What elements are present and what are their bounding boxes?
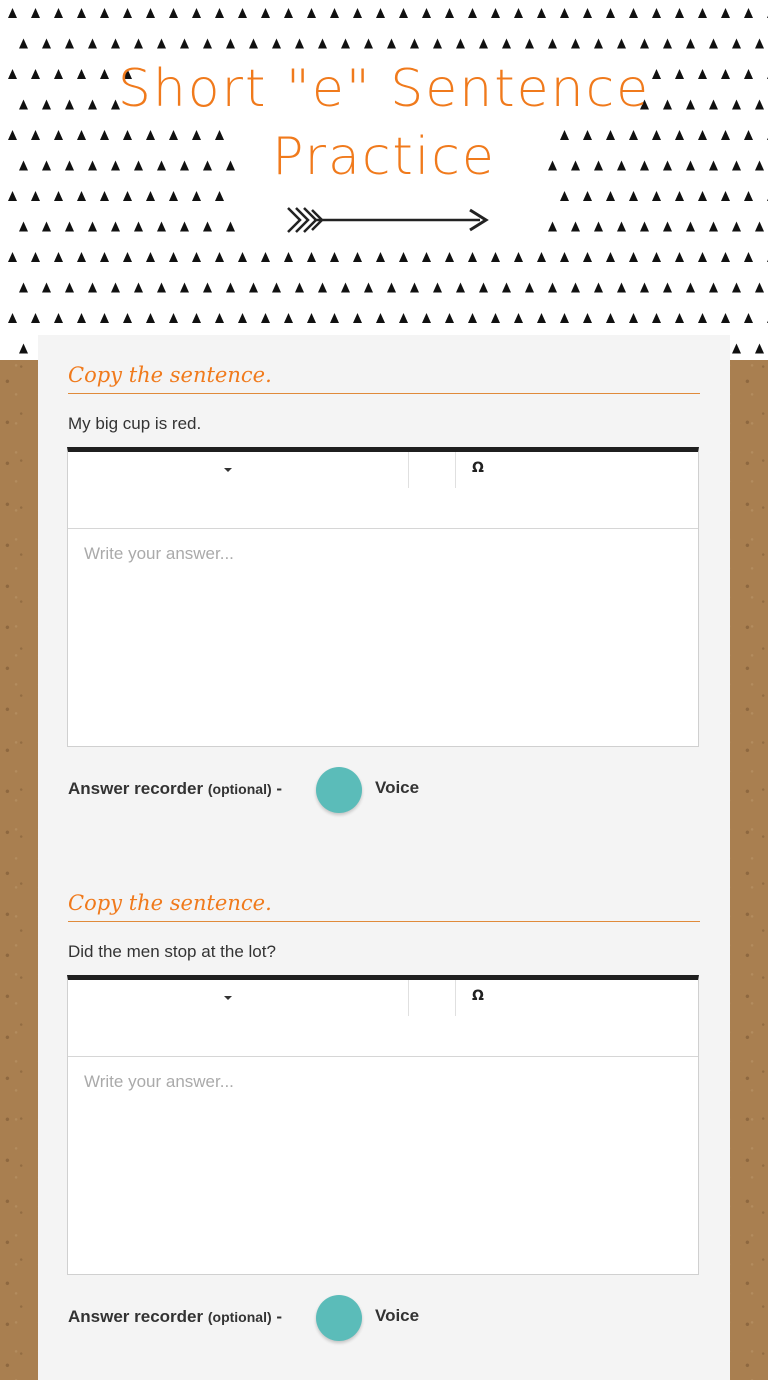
caret-down-icon [224, 468, 232, 472]
triangle-mark [65, 39, 74, 49]
triangle-mark [422, 252, 431, 262]
triangle-mark [146, 8, 155, 18]
triangle-mark [284, 313, 293, 323]
triangle-mark [732, 222, 741, 232]
worksheet-panel [38, 335, 730, 1380]
triangle-mark [663, 283, 672, 293]
triangle-mark [19, 283, 28, 293]
triangle-mark [146, 191, 155, 201]
triangle-mark [560, 191, 569, 201]
triangle-mark [629, 8, 638, 18]
record-voice-button[interactable] [316, 767, 362, 813]
triangle-mark [330, 313, 339, 323]
arrow-icon [284, 200, 490, 240]
question-sentence: Did the men stop at the lot? [68, 942, 276, 961]
triangle-mark [19, 39, 28, 49]
editor-toolbar [68, 980, 698, 1057]
triangle-mark [594, 39, 603, 49]
triangle-mark [318, 39, 327, 49]
triangle-mark [353, 313, 362, 323]
triangle-mark [709, 222, 718, 232]
triangle-mark [410, 283, 419, 293]
triangle-mark [353, 252, 362, 262]
triangle-mark [686, 222, 695, 232]
triangle-mark [698, 191, 707, 201]
triangle-mark [560, 8, 569, 18]
triangle-mark [77, 8, 86, 18]
triangle-mark [732, 344, 741, 354]
triangle-mark [583, 191, 592, 201]
voice-label: Voice [375, 778, 420, 797]
triangle-mark [755, 39, 764, 49]
triangle-mark [272, 39, 281, 49]
recorder-label-text: Answer recorder [68, 779, 204, 798]
triangle-mark [88, 39, 97, 49]
header-banner [0, 0, 768, 360]
recorder-label [68, 1307, 282, 1327]
triangle-mark [169, 8, 178, 18]
special-character-button[interactable]: Ω [472, 460, 484, 476]
triangle-mark [77, 313, 86, 323]
triangle-mark [709, 283, 718, 293]
triangle-mark [571, 222, 580, 232]
format-dropdown[interactable] [68, 452, 409, 488]
triangle-mark [721, 252, 730, 262]
triangle-mark [215, 8, 224, 18]
triangle-mark [537, 313, 546, 323]
triangle-mark [364, 39, 373, 49]
triangle-mark [652, 252, 661, 262]
triangle-mark [192, 8, 201, 18]
triangle-mark [215, 191, 224, 201]
triangle-mark [123, 191, 132, 201]
page-title: Short "e" Sentence Practice [117, 59, 651, 187]
triangle-mark [376, 8, 385, 18]
triangle-mark [606, 8, 615, 18]
triangle-mark [571, 39, 580, 49]
triangle-mark [698, 8, 707, 18]
triangle-mark [525, 39, 534, 49]
triangle-mark [88, 222, 97, 232]
triangle-mark [318, 283, 327, 293]
format-dropdown[interactable] [68, 980, 409, 1016]
triangle-mark [698, 252, 707, 262]
triangle-mark [77, 252, 86, 262]
triangle-mark [238, 313, 247, 323]
answer-editor [67, 447, 699, 747]
triangle-mark [215, 313, 224, 323]
recorder-label-text: Answer recorder [68, 1307, 204, 1326]
triangle-mark [54, 313, 63, 323]
answer-editor [67, 975, 699, 1275]
question-sentence: My big cup is red. [68, 414, 202, 433]
triangle-mark [203, 283, 212, 293]
recorder-label [68, 779, 282, 799]
triangle-mark [744, 8, 753, 18]
record-voice-button[interactable] [316, 1295, 362, 1341]
triangle-mark [376, 313, 385, 323]
question-heading: Copy the sentence. [68, 363, 700, 394]
recorder-separator: - [276, 1307, 283, 1326]
triangle-mark [31, 191, 40, 201]
triangle-mark [617, 283, 626, 293]
triangle-mark [192, 191, 201, 201]
triangle-mark [307, 313, 316, 323]
triangle-mark [433, 283, 442, 293]
triangle-mark [732, 283, 741, 293]
triangle-mark [456, 39, 465, 49]
triangle-mark [261, 313, 270, 323]
triangle-mark [341, 39, 350, 49]
triangle-mark [640, 39, 649, 49]
title-area [0, 55, 768, 191]
triangle-mark [445, 252, 454, 262]
triangle-mark [249, 283, 258, 293]
triangle-mark [583, 8, 592, 18]
question-heading: Copy the sentence. [68, 891, 700, 922]
triangle-mark [640, 283, 649, 293]
toolbar-button[interactable] [409, 452, 456, 488]
recorder-optional: (optional) [207, 1309, 272, 1325]
triangle-mark [433, 39, 442, 49]
answer-input[interactable] [84, 1072, 684, 1262]
triangle-mark [272, 283, 281, 293]
triangle-mark [721, 191, 730, 201]
triangle-mark [100, 191, 109, 201]
triangle-mark [709, 39, 718, 49]
triangle-mark [111, 222, 120, 232]
triangle-mark [261, 8, 270, 18]
triangle-mark [422, 313, 431, 323]
triangle-mark [514, 252, 523, 262]
triangle-mark [54, 191, 63, 201]
triangle-mark [180, 222, 189, 232]
triangle-mark [157, 222, 166, 232]
triangle-mark [744, 252, 753, 262]
triangle-mark [606, 191, 615, 201]
triangle-mark [721, 313, 730, 323]
triangle-mark [617, 39, 626, 49]
triangle-mark [560, 313, 569, 323]
triangle-mark [134, 222, 143, 232]
triangle-mark [284, 8, 293, 18]
triangle-mark [686, 283, 695, 293]
triangle-mark [169, 191, 178, 201]
triangle-mark [54, 8, 63, 18]
triangle-mark [341, 283, 350, 293]
triangle-mark [732, 39, 741, 49]
triangle-mark [755, 283, 764, 293]
triangle-mark [42, 39, 51, 49]
triangle-mark [468, 313, 477, 323]
triangle-mark [157, 39, 166, 49]
triangle-mark [226, 222, 235, 232]
triangle-mark [502, 283, 511, 293]
triangle-mark [111, 39, 120, 49]
triangle-mark [629, 191, 638, 201]
triangle-mark [456, 283, 465, 293]
triangle-mark [100, 8, 109, 18]
triangle-mark [8, 8, 17, 18]
triangle-mark [330, 252, 339, 262]
triangle-mark [583, 313, 592, 323]
triangle-mark [226, 283, 235, 293]
triangle-mark [583, 252, 592, 262]
triangle-mark [387, 39, 396, 49]
triangle-mark [652, 8, 661, 18]
triangle-mark [8, 313, 17, 323]
triangle-mark [744, 313, 753, 323]
triangle-mark [146, 313, 155, 323]
triangle-mark [134, 283, 143, 293]
triangle-mark [364, 283, 373, 293]
triangle-mark [491, 252, 500, 262]
voice-label: Voice [375, 1306, 420, 1325]
triangle-mark [54, 252, 63, 262]
answer-recorder [68, 767, 708, 813]
triangle-mark [502, 39, 511, 49]
triangle-mark [123, 252, 132, 262]
special-character-button[interactable]: Ω [472, 988, 484, 1004]
triangle-mark [755, 344, 764, 354]
triangle-mark [169, 313, 178, 323]
triangle-mark [157, 283, 166, 293]
triangle-mark [192, 252, 201, 262]
triangle-mark [675, 313, 684, 323]
triangle-mark [445, 313, 454, 323]
triangle-mark [399, 313, 408, 323]
triangle-mark [65, 283, 74, 293]
triangle-mark [594, 283, 603, 293]
triangle-mark [307, 252, 316, 262]
triangle-mark [675, 8, 684, 18]
triangle-mark [698, 313, 707, 323]
triangle-mark [479, 39, 488, 49]
triangle-mark [663, 222, 672, 232]
triangle-mark [295, 283, 304, 293]
triangle-mark [491, 313, 500, 323]
recorder-optional: (optional) [207, 781, 272, 797]
triangle-mark [571, 283, 580, 293]
triangle-mark [330, 8, 339, 18]
triangle-mark [514, 313, 523, 323]
triangle-mark [180, 39, 189, 49]
triangle-mark [514, 8, 523, 18]
answer-recorder [68, 1295, 708, 1341]
caret-down-icon [224, 996, 232, 1000]
triangle-mark [8, 191, 17, 201]
triangle-mark [31, 313, 40, 323]
triangle-mark [215, 252, 224, 262]
triangle-mark [640, 222, 649, 232]
triangle-mark [100, 252, 109, 262]
triangle-mark [42, 222, 51, 232]
triangle-mark [203, 222, 212, 232]
triangle-mark [468, 8, 477, 18]
triangle-mark [226, 39, 235, 49]
triangle-mark [675, 252, 684, 262]
triangle-mark [560, 252, 569, 262]
triangle-mark [755, 222, 764, 232]
toolbar-button[interactable] [409, 980, 456, 1016]
triangle-mark [617, 222, 626, 232]
triangle-mark [238, 8, 247, 18]
triangle-mark [134, 39, 143, 49]
triangle-mark [238, 252, 247, 262]
triangle-mark [19, 222, 28, 232]
triangle-mark [479, 283, 488, 293]
triangle-mark [606, 313, 615, 323]
triangle-mark [203, 39, 212, 49]
triangle-mark [537, 8, 546, 18]
triangle-mark [100, 313, 109, 323]
triangle-mark [65, 222, 74, 232]
triangle-mark [376, 252, 385, 262]
triangle-mark [123, 8, 132, 18]
triangle-mark [548, 283, 557, 293]
triangle-mark [31, 8, 40, 18]
triangle-mark [284, 252, 293, 262]
triangle-mark [295, 39, 304, 49]
triangle-mark [146, 252, 155, 262]
triangle-mark [307, 8, 316, 18]
answer-input[interactable] [84, 544, 684, 734]
triangle-mark [652, 313, 661, 323]
triangle-mark [42, 283, 51, 293]
triangle-mark [525, 283, 534, 293]
triangle-mark [192, 313, 201, 323]
triangle-mark [537, 252, 546, 262]
triangle-mark [8, 252, 17, 262]
triangle-mark [410, 39, 419, 49]
triangle-mark [261, 252, 270, 262]
triangle-mark [652, 191, 661, 201]
triangle-mark [180, 283, 189, 293]
triangle-mark [399, 8, 408, 18]
triangle-mark [491, 8, 500, 18]
triangle-mark [686, 39, 695, 49]
triangle-mark [111, 283, 120, 293]
triangle-mark [31, 252, 40, 262]
triangle-mark [353, 8, 362, 18]
triangle-mark [19, 344, 28, 354]
triangle-mark [399, 252, 408, 262]
triangle-mark [387, 283, 396, 293]
triangle-mark [594, 222, 603, 232]
triangle-mark [675, 191, 684, 201]
triangle-mark [629, 313, 638, 323]
triangle-mark [629, 252, 638, 262]
recorder-separator: - [276, 779, 283, 798]
triangle-mark [169, 252, 178, 262]
triangle-mark [548, 222, 557, 232]
triangle-mark [422, 8, 431, 18]
triangle-mark [721, 8, 730, 18]
triangle-mark [88, 283, 97, 293]
triangle-mark [77, 191, 86, 201]
triangle-mark [445, 8, 454, 18]
triangle-mark [606, 252, 615, 262]
triangle-mark [123, 313, 132, 323]
triangle-mark [744, 191, 753, 201]
triangle-mark [548, 39, 557, 49]
triangle-mark [663, 39, 672, 49]
triangle-mark [468, 252, 477, 262]
triangle-mark [249, 39, 258, 49]
editor-toolbar [68, 452, 698, 529]
